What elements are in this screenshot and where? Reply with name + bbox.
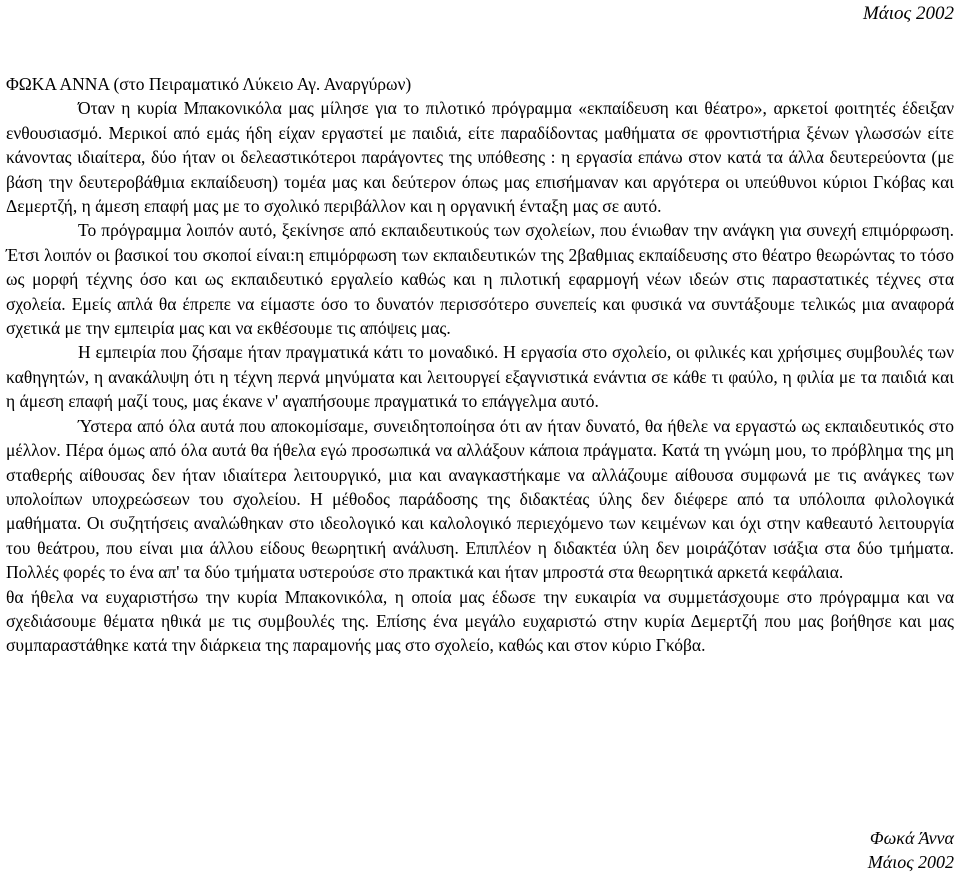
header-date: Μάιος 2002: [862, 3, 954, 24]
paragraph-thanks: θα ήθελα να ευχαριστήσω την κυρία Μπακονικόλα, η οποία μας έδωσε την ευκαιρία να συμμετάσχουμε στο πρόγραμμα και να σχεδιάσουμε θέματα ηθικά με τις συμβουλές της. Επίσης ένα μεγάλο ευχαριστώ στην κυρία Δεμερτζή που μας βοήθησε και μας συμπαραστάθηκε κατά την διάρκεια της παραμονής μας στο σχολείο, καθώς και στον κύριο Γκόβα.: [6, 586, 954, 656]
paragraph-intro: Όταν η κυρία Μπακονικόλα μας μίλησε για το πιλοτικό πρόγραμμα «εκπαίδευση και θέατρο», αρκετοί φοιτητές έδειξαν ενθουσιασμό. Μερικοί από εμάς ήδη είχαν εργαστεί με παιδιά, είτε παραδίδοντας μαθήματα σε φροντιστήρια ξένων γλωσσών είτε κάνοντας ιδιαίτερα, δύο ήταν οι δελεαστικότεροι παράγοντες της υπόθεσης : η εργασία επάνω στον κατά τα άλλα δευτερεύοντα (με βάση την δευτεροβάθμια εκπαίδευση) τομέα μας και δεύτερον όπως μας επισήμαναν και αργότερα οι υπεύθυνοι κύριοι Γκόβας και Δεμερτζή, η άμεση επαφή μας με το σχολικό περιβάλλον και η οργανική ένταξη μας σε αυτό.: [6, 98, 954, 217]
author-line: ΦΩΚΑ ΑΝΝΑ (στο Πειραματικό Λύκειο Αγ. Αναργύρων): [6, 74, 412, 94]
paragraph-program: Το πρόγραμμα λοιπόν αυτό, ξεκίνησε από εκπαιδευτικούς των σχολείων, που ένιωθαν την ανάγκη για συνεχή επιμόρφωση. Έτσι λοιπόν οι βασικοί του σκοποί είναι:η επιμόρφωση των εκπαιδευτικών της 2βαθμιας εκπαίδευσης στο θέατρο θεωρώντας το τόσο ως μορφή τέχνης όσο και ως εκπαιδευτικό εργαλείο καθώς και η πιλοτική εφαρμογή νέων ιδεών στις παραστατικές τέχνες στα σχολεία. Εμείς απλά θα έπρεπε να είμαστε όσο το δυνατόν περισσότερο συνεπείς και φυσικά να συντάξουμε τελικώς μια αναφορά σχετικά με την εμπειρία μας και να εκθέσουμε τις απόψεις μας.: [6, 220, 954, 339]
document-body: [6, 72, 954, 658]
signature-date: Μάιος 2002: [867, 852, 954, 872]
signature-block: [868, 826, 954, 874]
paragraph-experience: Η εμπειρία που ζήσαμε ήταν πραγματικά κάτι το μοναδικό. Η εργασία στο σχολείο, οι φιλικές και χρήσιμες συμβουλές των καθηγητών, η ανακάλυψη ότι η τέχνη περνά μηνύματα και λειτουργεί εξαγνιστικά ενάντια σε κάθε τι φαύλο, η φιλία με τα παιδιά και η άμεση επαφή μαζί τους, μας έκανε ν' αγαπήσουμε πραγματικά το επάγγελμα αυτό.: [6, 342, 954, 412]
signature-name: Φωκά Άννα: [869, 828, 954, 848]
paragraph-reflection: Ύστερα από όλα αυτά που αποκομίσαμε, συνειδητοποίησα ότι αν ήταν δυνατό, θα ήθελε να εργαστώ ως εκπαιδευτικός στο μέλλον. Πέρα όμως από όλα αυτά θα ήθελα εγώ προσωπικά να αλλάξουν κάποια πράγματα. Κατά τη γνώμη μου, το πρόβλημα της μη σταθερής αίθουσας δεν ήταν ιδιαίτερα λειτουργικό, μια και αναγκαστήκαμε να αλλάζουμε αίθουσα συμφωνά με τις ανάγκες των υπολοίπων υποχρεώσεων του σχολείου. Η μέθοδος παράδοσης της διδακτέας ύλης δεν διέφερε από τα υπόλοιπα φιλολογικά μαθήματα. Οι συζητήσεις αναλώθηκαν στο ιδεολογικό και καλολογικό περιεχόμενο των κειμένων και όχι στην καθεαυτό λειτουργία του θεάτρου, που είναι μια άλλου είδους θεωρητική ανάλυση. Επιπλέον η διδακτέα ύλη δεν μοιράζόταν ισάξια στα δύο τμήματα. Πολλές φορές το ένα απ' τα δύο τμήματα υστερούσε στο πρακτικά και ήταν μπροστά στα θεωρητικά αρκετά κεφάλαια.: [6, 415, 954, 583]
